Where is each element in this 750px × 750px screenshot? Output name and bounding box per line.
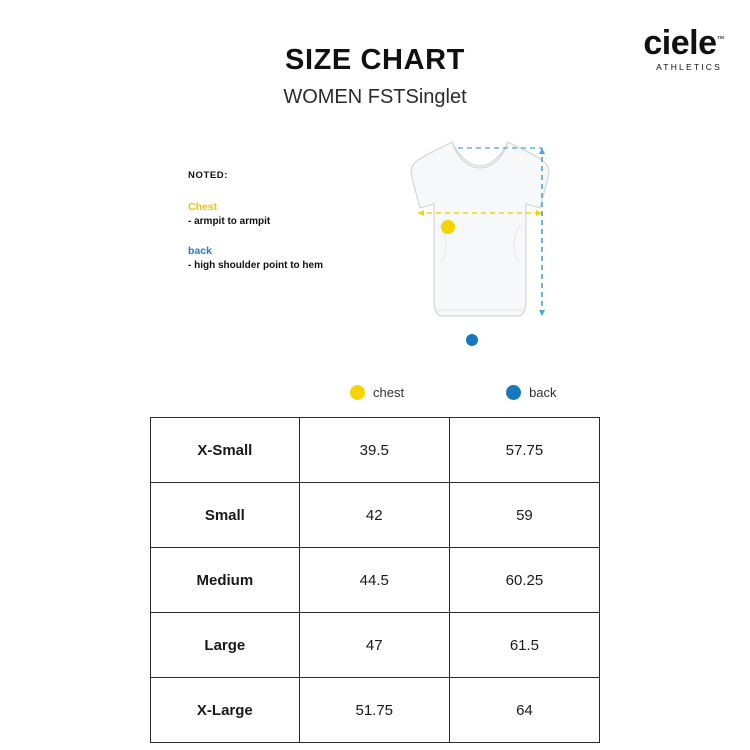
table-row [151, 483, 600, 548]
chest-value: 39.5 [299, 418, 449, 483]
back-dot [466, 334, 478, 346]
back-dot-icon [506, 385, 521, 400]
back-value: 59 [449, 483, 599, 548]
chest-arrow-left [418, 210, 424, 216]
brand-tagline: ATHLETICS [656, 62, 722, 72]
singlet-diagram [390, 130, 570, 345]
size-label: Medium [151, 548, 300, 613]
table-row [151, 678, 600, 743]
singlet-outline [411, 142, 549, 316]
page-title: SIZE CHART [285, 44, 465, 76]
size-label: X-Large [151, 678, 300, 743]
chest-value: 44.5 [299, 548, 449, 613]
size-table [150, 417, 600, 743]
table-row [151, 548, 600, 613]
back-value: 60.25 [449, 548, 599, 613]
legend-label-chest: chest [373, 385, 405, 400]
notes-block [188, 170, 378, 289]
legend-item-chest [350, 385, 404, 400]
back-value: 61.5 [449, 613, 599, 678]
chest-dot-icon [350, 385, 365, 400]
legend-label-back: back [529, 385, 557, 400]
table-row [151, 418, 600, 483]
trademark-symbol: ™ [716, 34, 724, 44]
size-label: Large [151, 613, 300, 678]
chest-dot [441, 220, 455, 234]
notes-heading: NOTED: [188, 170, 229, 181]
size-label: Small [151, 483, 300, 548]
back-arrow-bottom [539, 310, 545, 316]
note-value-back: - high shoulder point to hem [188, 260, 323, 271]
note-value-chest: - armpit to armpit [188, 216, 271, 227]
back-value: 64 [449, 678, 599, 743]
note-key-chest: Chest [188, 201, 218, 213]
chest-arrow-right [536, 210, 542, 216]
back-arrow-top [539, 148, 545, 154]
table-row [151, 613, 600, 678]
garment-illustration [390, 130, 570, 345]
size-label: X-Small [151, 418, 300, 483]
page-subtitle: WOMEN FSTSinglet [283, 86, 467, 108]
note-key-back: back [188, 245, 212, 257]
brand-name: ciele [643, 24, 717, 62]
chest-value: 42 [299, 483, 449, 548]
chest-value: 51.75 [299, 678, 449, 743]
back-value: 57.75 [449, 418, 599, 483]
legend [350, 385, 557, 400]
legend-item-back [506, 385, 556, 400]
chest-value: 47 [299, 613, 449, 678]
